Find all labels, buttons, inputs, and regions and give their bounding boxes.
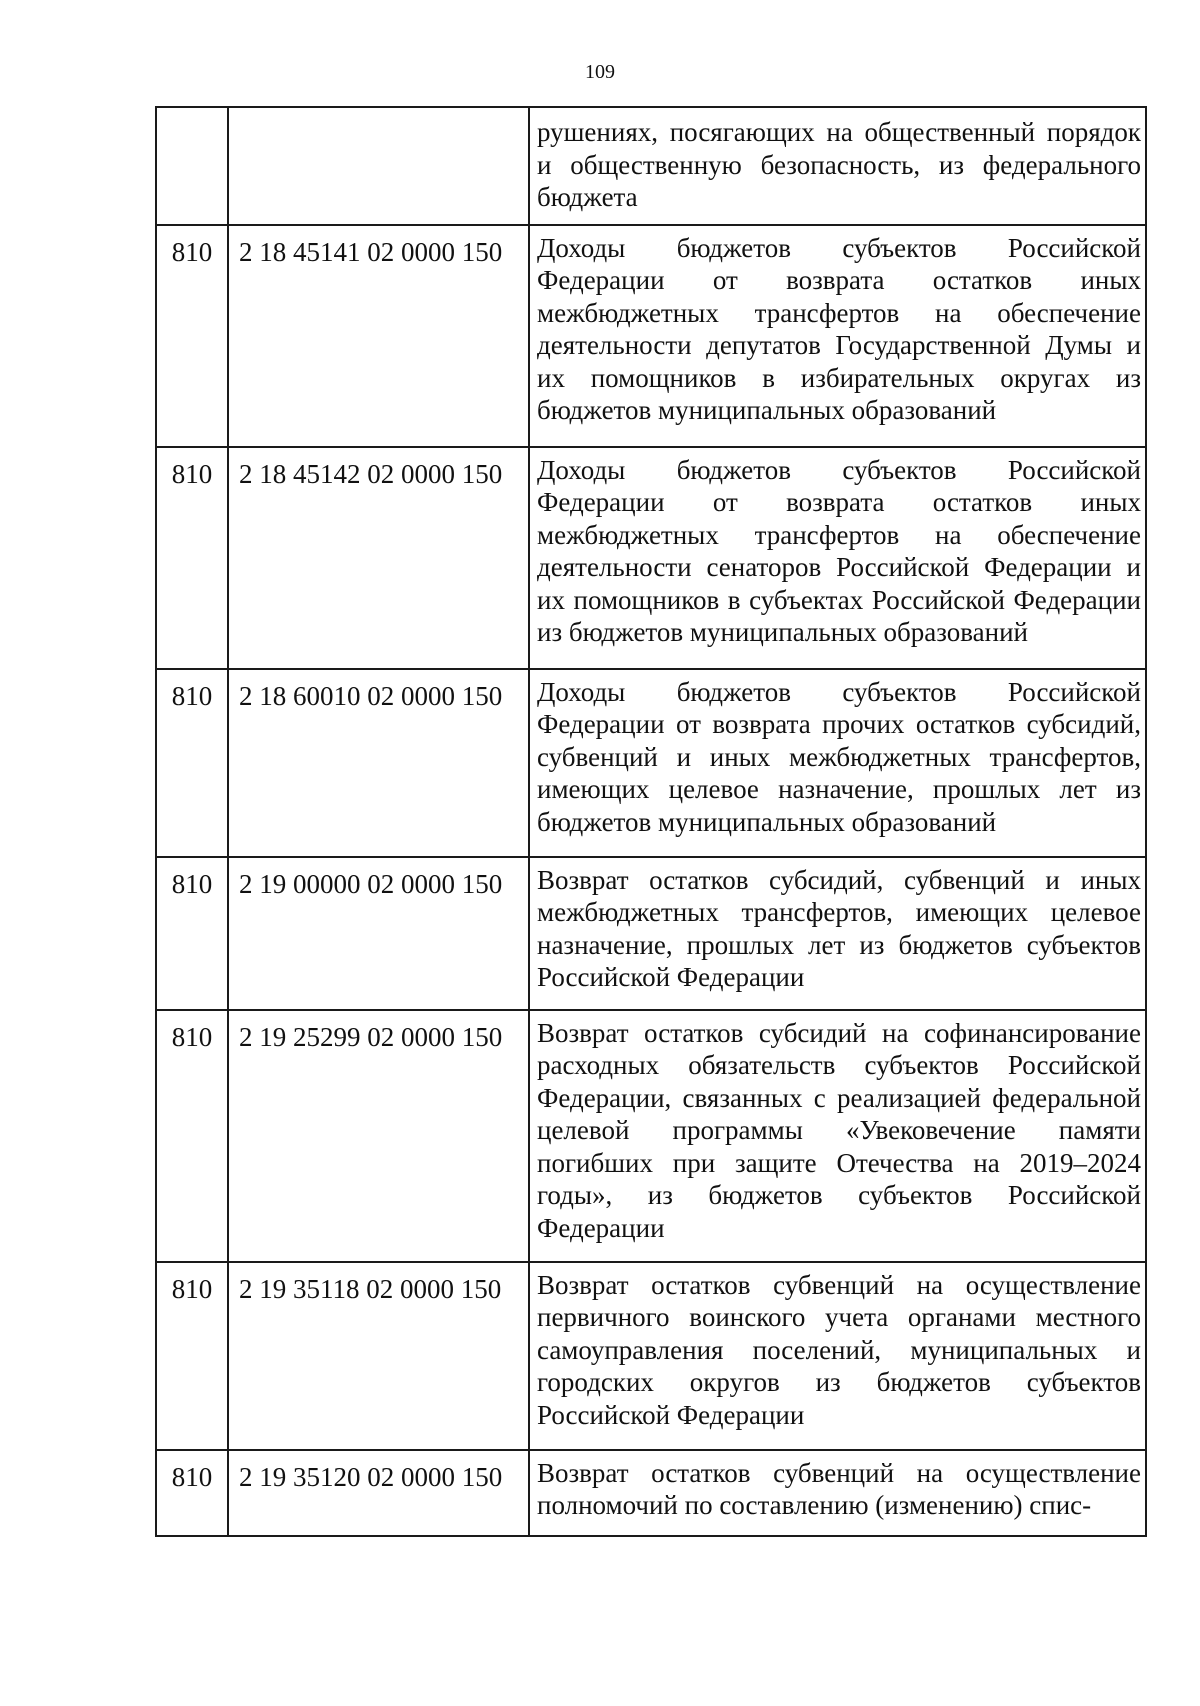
budget-classification-code-cell: 2 18 45142 02 0000 150 xyxy=(228,447,529,669)
budget-classification-code-cell: 2 19 00000 02 0000 150 xyxy=(228,857,529,1010)
admin-code-cell xyxy=(156,107,228,225)
budget-codes-table xyxy=(155,106,1147,1537)
budget-classification-code-cell: 2 19 25299 02 0000 150 xyxy=(228,1010,529,1262)
table-row xyxy=(156,1450,1146,1536)
table-row xyxy=(156,447,1146,669)
table-row xyxy=(156,669,1146,857)
page-number: 109 xyxy=(585,61,615,83)
income-description-cell: рушениях, посягающих на общественный порядок и общественную безопасность, из федерального бюджета xyxy=(529,107,1146,225)
table-row xyxy=(156,225,1146,447)
admin-code-cell: 810 xyxy=(156,1262,228,1450)
table-row xyxy=(156,1262,1146,1450)
admin-code-cell: 810 xyxy=(156,447,228,669)
budget-classification-code-cell: 2 18 45141 02 0000 150 xyxy=(228,225,529,447)
budget-classification-code-cell: 2 19 35118 02 0000 150 xyxy=(228,1262,529,1450)
table-row xyxy=(156,107,1146,225)
income-description-cell: Возврат остатков субсидий, субвенций и иных межбюджетных трансфертов, имеющих целевое назначение, прошлых лет из бюджетов субъектов Российской Федерации xyxy=(529,857,1146,1010)
income-description-cell: Возврат остатков субвенций на осуществление первичного воинского учета органами местного самоуправления поселений, муниципальных и городских округов из бюджетов субъектов Российской Федерации xyxy=(529,1262,1146,1450)
budget-classification-code-cell: 2 19 35120 02 0000 150 xyxy=(228,1450,529,1536)
admin-code-cell: 810 xyxy=(156,225,228,447)
admin-code-cell: 810 xyxy=(156,857,228,1010)
income-description-cell: Доходы бюджетов субъектов Российской Федерации от возврата прочих остатков субсидий, субвенций и иных межбюджетных трансфертов, имеющих целевое назначение, прошлых лет из бюджетов муниципальных образований xyxy=(529,669,1146,857)
income-description-cell: Возврат остатков субвенций на осуществление полномочий по составлению (изменению) спис- xyxy=(529,1450,1146,1536)
budget-classification-code-cell xyxy=(228,107,529,225)
budget-classification-code-cell: 2 18 60010 02 0000 150 xyxy=(228,669,529,857)
table-row xyxy=(156,1010,1146,1262)
income-description-cell: Доходы бюджетов субъектов Российской Федерации от возврата остатков иных межбюджетных трансфертов на обеспечение деятельности депутатов Государственной Думы и их помощников в избирательных округах из бюджетов муниципальных образований xyxy=(529,225,1146,447)
table-row xyxy=(156,857,1146,1010)
admin-code-cell: 810 xyxy=(156,1450,228,1536)
income-description-cell: Возврат остатков субсидий на софинансирование расходных обязательств субъектов Российской Федерации, связанных с реализацией федеральной целевой программы «Увековечение памяти погибших при защите Отечества на 2019–2024 годы», из бюджетов субъектов Российской Федерации xyxy=(529,1010,1146,1262)
admin-code-cell: 810 xyxy=(156,1010,228,1262)
admin-code-cell: 810 xyxy=(156,669,228,857)
income-description-cell: Доходы бюджетов субъектов Российской Федерации от возврата остатков иных межбюджетных трансфертов на обеспечение деятельности сенаторов Российской Федерации и их помощников в субъектах Российской Федерации из бюджетов муниципальных образований xyxy=(529,447,1146,669)
